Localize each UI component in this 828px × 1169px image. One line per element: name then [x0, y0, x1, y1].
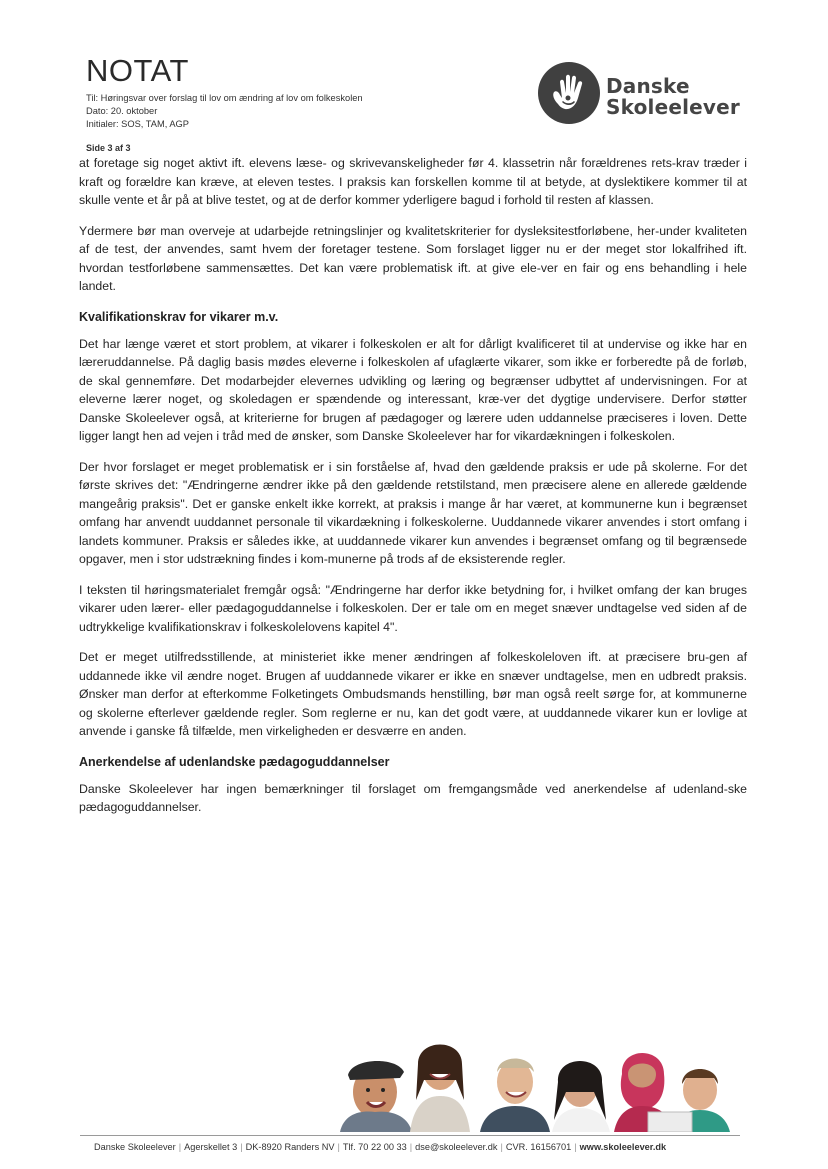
paragraph: at foretage sig noget aktivt ift. elevens læse- og skrivevanskeligheder før 4. klassetrin når forældrenes rets-krav træder i kraft og forældre kan kræve, at eleven testes. I praksis kan forskellen komme til at betyde, at dyslektikere kommer til at skulle vente et år på at blive testet, og at de derfor kommer yderligere bagud i forhold til resten af klassen.	[79, 156, 747, 207]
paragraph: Det er meget utilfredsstillende, at ministeriet ikke mener ændringen af folkeskoleloven ift. at præcisere bru-gen af uddannede ikke vil ændre noget. Brugen af uuddannede vikarer er ikke en snæver undtagelse, men en udbredt praksis. Ønsker man derfor at efterkomme Folketingets Ombudsmands henstilling, bør man også reelt sørge for, at kommunerne og skolerne efterlever gældende regler. Som reglerne er nu, kan det godt være, at uuddannede vikarer kun er lovlige at anvende i ganske få tilfælde, men virkeligheden er desværre en anden.	[79, 650, 747, 738]
document-title: NOTAT	[86, 53, 189, 88]
footer-address: Agerskellet 3	[184, 1142, 238, 1152]
paragraph: Ydermere bør man overveje at udarbejde retningslinjer og kvalitetskriterier for dysleksitestforløbene, her-under kvaliteten af de test, der anvendes, samt hvem der foretager testene. Som forslaget ligger nu er der meget stor lokalfrihed ift. hvordan testforløbene sammensættes. Det kan være problematisk ift. at give ele-ver en fair og ens behandling i hele landet.	[79, 223, 747, 293]
students-photo	[330, 1030, 730, 1132]
section-heading: Anerkendelse af udenlandske pædagoguddannelser	[79, 754, 390, 769]
memo-header	[86, 54, 416, 131]
paragraph: Danske Skoleelever har ingen bemærkninger til forslaget om fremgangsmåde ved anerkendelse af udenland-ske pædagoguddannelser.	[79, 781, 747, 814]
footer-cvr: CVR. 16156701	[505, 1142, 572, 1152]
page-number: Side 3 af 3	[86, 143, 131, 153]
footer-divider	[80, 1135, 740, 1136]
section-heading: Kvalifikationskrav for vikarer m.v.	[79, 309, 279, 324]
paragraph: I teksten til høringsmaterialet fremgår også: "Ændringerne har derfor ikke betydning for, i hvilket omfang der kan bruges vikarer uden lærer- eller pædagoguddannelse i folkeskolen. Der er tale om en meget snæver undtagelse ved siden af de udtrykkelige kvalifikationskrav i folkeskolelovens kapitel 4".	[79, 582, 747, 634]
organization-logo	[538, 62, 758, 124]
logo-line-2: Skoleelever	[606, 95, 740, 119]
footer-separator: |	[337, 1142, 340, 1152]
footer	[94, 1142, 666, 1152]
logo-wordmark	[606, 76, 740, 118]
logo-line-1: Danske	[606, 74, 690, 98]
footer-separator: |	[178, 1142, 182, 1152]
footer-separator: |	[409, 1142, 413, 1152]
footer-separator: |	[240, 1142, 243, 1152]
memo-date: Dato: 20. oktober	[86, 106, 158, 116]
paragraph: Der hvor forslaget er meget problematisk er i sin forståelse af, hvad den gældende praksis er ude på skolerne. For det første skrives det: "Ændringerne ændrer ikke på den gældende retstilstand, men præcisere alene en allerede gældende mangeårig praksis". Det er ganske enkelt ikke korrekt, at praksis i mange år har været, at kommunerne kun i begrænset omfang har anvendt uuddannet personale til vikardækning i folkeskolerne. Uuddannede vikarer anvendes i stort omfang i landets kommuner. Praksis er således ikke, at uuddannede vikarer kun anvendes i begrænset omfang og til begrænsede opgaver, men i stor udstrækning findes i kom-munerne på trods af de eksisterende regler.	[79, 459, 747, 566]
hand-icon	[538, 62, 600, 124]
memo-meta	[86, 92, 416, 131]
footer-city: DK-8920 Randers NV	[245, 1142, 335, 1152]
footer-separator: |	[500, 1142, 503, 1152]
footer-email[interactable]: dse@skoleelever.dk	[415, 1142, 498, 1152]
paragraph: Det har længe været et stort problem, at vikarer i folkeskolen er alt for dårligt kvalificeret til at undervise og ikke har en læreruddannelse. På daglig basis mødes eleverne i folkeskolen af ufaglærte vikarer, som ikke er forberedte på de forløb, de skal gennemføre. Det modarbejder elevernes udvikling og læring og begrænser udbyttet af undervisningen. For at eleverne lærer noget, og skoledagen er spændende og interessant, kræ-ver det dygtige undervisere. Derfor støtter Danske Skoleelever også, at kriterierne for brugen af pædagoger og lærere uden uddannelse præciseres i loven. Dette ligger langt hen ad vejen i tråd med de ønsker, som Danske Skoleelever har for vikardækningen i folkeskolen.	[79, 336, 747, 443]
footer-org: Danske Skoleelever	[94, 1142, 176, 1152]
memo-initials: Initialer: SOS, TAM, AGP	[86, 119, 189, 129]
footer-separator: |	[574, 1142, 577, 1152]
footer-website[interactable]: www.skoleelever.dk	[579, 1142, 667, 1152]
memo-body	[79, 154, 747, 829]
footer-phone: Tlf. 70 22 00 33	[342, 1142, 407, 1152]
memo-recipient: Til: Høringsvar over forslag til lov om ændring af lov om folkeskolen	[86, 93, 363, 103]
